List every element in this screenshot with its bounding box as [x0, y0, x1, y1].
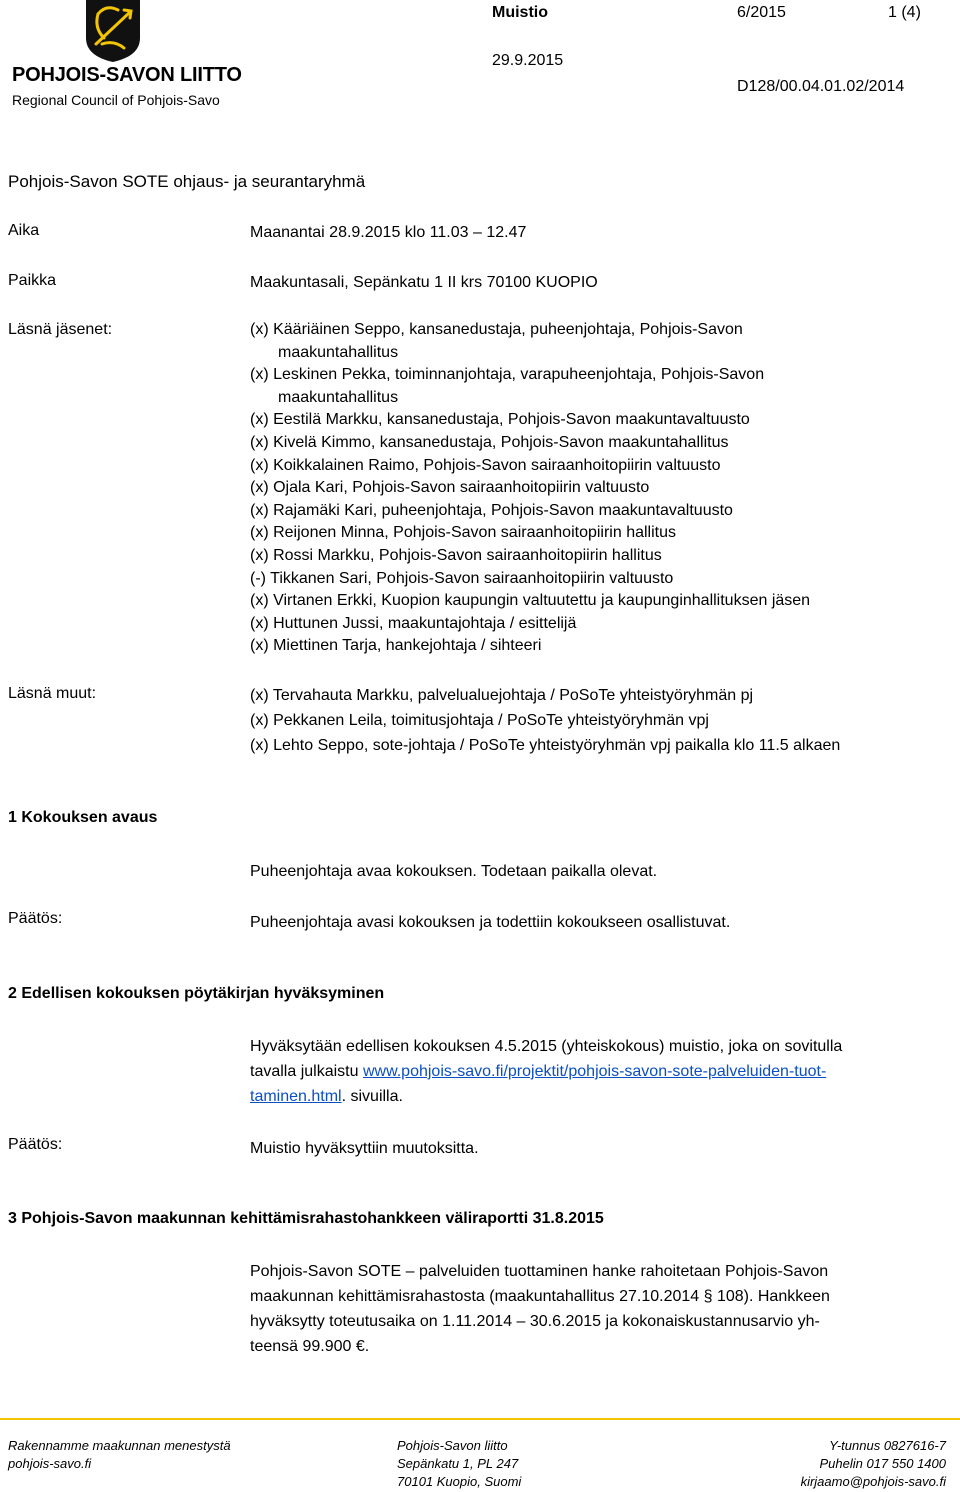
footer-website[interactable]: pohjois-savo.fi: [8, 1456, 92, 1471]
footer-text: Rakennamme maakunnan menestystä: [8, 1438, 231, 1453]
footer-text: Sepänkatu 1, PL 247: [397, 1456, 519, 1471]
others-list: [250, 683, 950, 758]
members-list: [250, 319, 950, 658]
list-item: (x) Lehto Seppo, sote-johtaja / PoSoTe yhteistyöryhmän vpj paikalla klo 11.5 alkaen: [250, 737, 841, 754]
members-label: Läsnä jäsenet:: [8, 321, 113, 338]
list-item: (x) Pekkanen Leila, toimitusjohtaja / PoSoTe yhteistyöryhmän vpj: [250, 712, 709, 729]
section-1-text: Puheenjohtaja avaa kokouksen. Todetaan paikalla olevat.: [250, 863, 658, 880]
list-item: (x) Koikkalainen Raimo, Pohjois-Savon sairaanhoitopiirin valtuusto: [250, 456, 721, 474]
paragraph-text: . sivuilla.: [341, 1088, 403, 1105]
list-item: (x) Virtanen Erkki, Kuopion kaupungin valtuutettu ja kaupunginhallituksen jäsen: [250, 592, 811, 610]
coat-of-arms-icon: [84, 0, 142, 62]
list-item: (x) Huttunen Jussi, maakuntajohtaja / esittelijä: [250, 614, 577, 632]
section-1-decision: Puheenjohtaja avasi kokouksen ja todettiin kokoukseen osallistuvat.: [250, 914, 731, 931]
place-label: Paikka: [8, 272, 57, 289]
paragraph-line: teensä 99.900 €.: [250, 1338, 370, 1355]
section-1-title: 1 Kokouksen avaus: [8, 809, 158, 826]
time-value: Maanantai 28.9.2015 klo 11.03 – 12.47: [250, 224, 527, 241]
page-number: 1 (4): [888, 4, 921, 21]
paragraph-line: [250, 1059, 950, 1084]
paragraph-line: Hyväksytään edellisen kokouksen 4.5.2015 (yhteiskokous) muistio, joka on sovitulla: [250, 1038, 843, 1055]
section-2-text: [250, 1034, 950, 1109]
time-label: Aika: [8, 222, 40, 239]
list-item: maakuntahallitus: [278, 343, 399, 361]
section-3-title: 3 Pohjois-Savon maakunnan kehittämisrahastohankkeen väliraportti 31.8.2015: [8, 1210, 604, 1227]
org-logo: [10, 0, 240, 112]
project-link[interactable]: www.pohjois-savo.fi/projektit/pohjois-savon-sote-palveluiden-tuot-: [362, 1063, 827, 1080]
org-subtitle: Regional Council of Pohjois-Savo: [12, 92, 220, 108]
footer-text: Puhelin 017 550 1400: [819, 1456, 946, 1471]
list-item: (x) Rajamäki Kari, puheenjohtaja, Pohjois-Savon maakuntavaltuusto: [250, 501, 733, 519]
footer-text: Y-tunnus 0827616-7: [829, 1438, 946, 1453]
place-value: Maakuntasali, Sepänkatu 1 II krs 70100 KUOPIO: [250, 274, 598, 291]
list-item: (x) Eestilä Markku, kansanedustaja, Pohjois-Savon maakuntavaltuusto: [250, 411, 750, 429]
paragraph-line: maakunnan kehittämisrahastosta (maakuntahallitus 27.10.2014 § 108). Hankkeen: [250, 1288, 830, 1305]
paragraph-line: hyväksytty toteutusaika on 1.11.2014 – 30.6.2015 ja kokonaiskustannusarvio yh-: [250, 1313, 820, 1330]
paragraph-line: [250, 1084, 950, 1109]
footer-email[interactable]: kirjaamo@pohjois-savo.fi: [800, 1474, 946, 1489]
list-item: (x) Miettinen Tarja, hankejohtaja / sihteeri: [250, 637, 542, 655]
list-item: (x) Kivelä Kimmo, kansanedustaja, Pohjois-Savon maakuntahallitus: [250, 433, 729, 451]
footer-slogan: [8, 1437, 231, 1473]
record-id: D128/00.04.01.02/2014: [737, 78, 905, 95]
paragraph-text: tavalla julkaistu: [250, 1063, 363, 1080]
section-2-decision: Muistio hyväksyttiin muutoksitta.: [250, 1140, 479, 1157]
footer-contact: [801, 1437, 946, 1491]
list-item: (x) Leskinen Pekka, toiminnanjohtaja, varapuheenjohtaja, Pohjois-Savon: [250, 366, 765, 384]
section-2-decision-label: Päätös:: [8, 1136, 63, 1153]
list-item: (x) Reijonen Minna, Pohjois-Savon sairaanhoitopiirin hallitus: [250, 524, 676, 542]
paragraph-line: Pohjois-Savon SOTE – palveluiden tuottaminen hanke rahoitetaan Pohjois-Savon: [250, 1263, 829, 1280]
list-item: (-) Tikkanen Sari, Pohjois-Savon sairaanhoitopiirin valtuusto: [250, 569, 674, 587]
list-item: maakuntahallitus: [278, 388, 399, 406]
org-name: POHJOIS-SAVON LIITTO: [12, 64, 242, 86]
list-item: (x) Rossi Markku, Pohjois-Savon sairaanhoitopiirin hallitus: [250, 546, 662, 564]
list-item: (x) Kääriäinen Seppo, kansanedustaja, puheenjohtaja, Pohjois-Savon: [250, 321, 743, 338]
footer-divider: [0, 1418, 960, 1420]
footer-address: [397, 1437, 521, 1491]
doc-type: Muistio: [492, 4, 548, 21]
section-2-title: 2 Edellisen kokouksen pöytäkirjan hyväksyminen: [8, 985, 385, 1002]
doc-number: 6/2015: [737, 4, 786, 21]
section-3-text: [250, 1259, 950, 1359]
footer-text: 70101 Kuopio, Suomi: [397, 1474, 522, 1489]
meeting-title: Pohjois-Savon SOTE ohjaus- ja seurantaryhmä: [8, 172, 366, 191]
others-label: Läsnä muut:: [8, 685, 97, 702]
doc-date: 29.9.2015: [492, 52, 564, 69]
section-1-decision-label: Päätös:: [8, 910, 63, 927]
list-item: (x) Tervahauta Markku, palvelualuejohtaja / PoSoTe yhteistyöryhmän pj: [250, 687, 754, 704]
footer-text: Pohjois-Savon liitto: [397, 1438, 508, 1453]
project-link-continued[interactable]: taminen.html: [250, 1088, 342, 1105]
list-item: (x) Ojala Kari, Pohjois-Savon sairaanhoitopiirin valtuusto: [250, 479, 650, 497]
